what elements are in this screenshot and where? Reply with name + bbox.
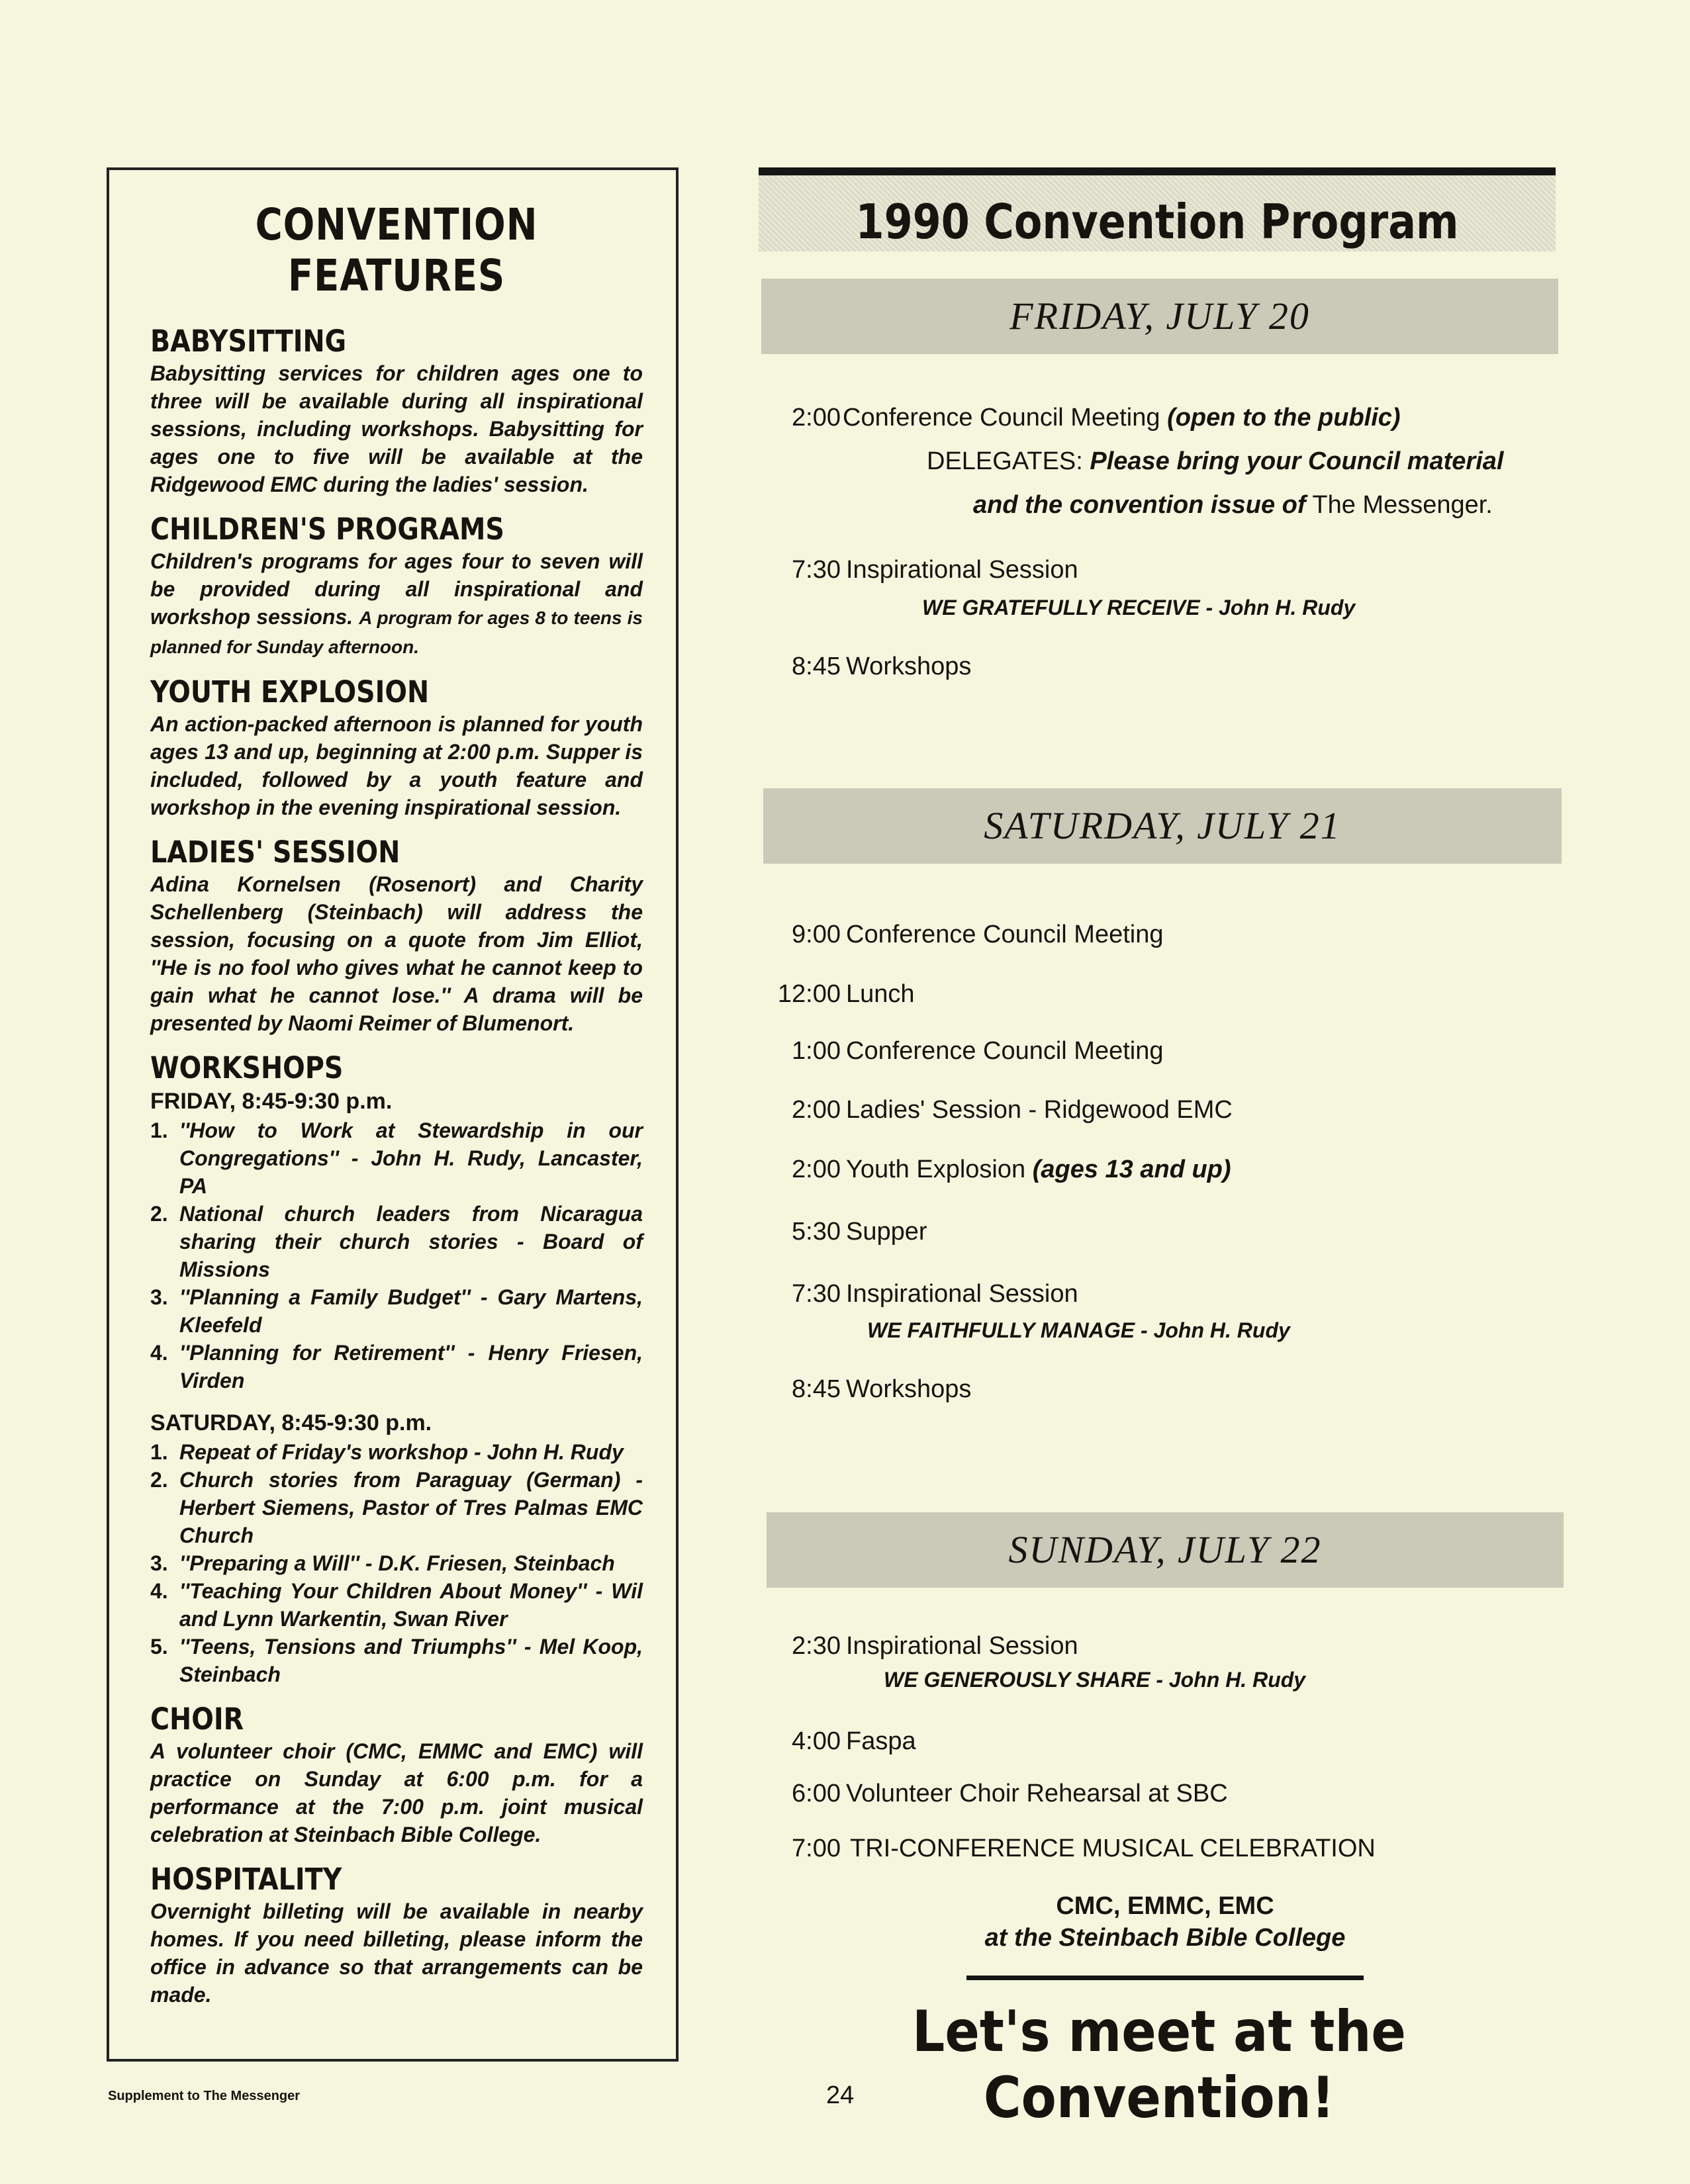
hospitality-heading: HOSPITALITY	[150, 1862, 342, 1897]
session-subtitle	[884, 1666, 1305, 1693]
childrens-programs-text	[150, 547, 643, 661]
item-number: 4.	[150, 1341, 168, 1365]
row-event	[843, 402, 1401, 433]
row-time: 7:30	[792, 556, 841, 584]
item-text: ''Planning for Retirement'' - Henry Friesen, Virden	[179, 1341, 643, 1392]
row-time: 5:30	[792, 1218, 841, 1246]
row-event: Workshops	[846, 653, 972, 680]
row-time: 7:00	[792, 1835, 841, 1862]
row-event: TRI-CONFERENCE MUSICAL CELEBRATION	[850, 1835, 1376, 1862]
item-text: National church leaders from Nicaragua sharing their church stories - Board of Missions	[179, 1202, 643, 1281]
workshops-friday-label: FRIDAY, 8:45-9:30 p.m.	[150, 1089, 393, 1114]
delegates-lead: DELEGATES:	[927, 447, 1083, 475]
item-text: Repeat of Friday's workshop - John H. Rudy	[179, 1440, 624, 1464]
item-number: 2.	[150, 1468, 168, 1492]
celebration-location-text: at the Steinbach Bible College	[984, 1924, 1346, 1952]
item-text: ''How to Work at Stewardship in our Congregations'' - John H. Rudy, Lancaster, PA	[179, 1118, 643, 1198]
delegates-line2-a: and the convention issue of	[973, 491, 1306, 519]
event-note: (open to the public)	[1167, 404, 1401, 432]
item-number: 1.	[150, 1440, 168, 1464]
delegates-line2-b: The Messenger.	[1312, 491, 1493, 519]
friday-day-band: FRIDAY, JULY 20	[761, 279, 1558, 354]
list-item	[150, 1633, 643, 1688]
item-number: 2.	[150, 1202, 168, 1226]
session-speaker: - John H. Rudy	[1205, 596, 1356, 619]
divider	[966, 1976, 1364, 1980]
event-text: Conference Council Meeting	[843, 404, 1160, 432]
row-event: Supper	[846, 1218, 927, 1246]
row-time: 6:00	[792, 1780, 841, 1807]
celebration-location	[927, 1922, 1403, 1954]
hospitality-text: Overnight billeting will be available in nearby homes. If you need billeting, please inform the office in advance so that arrangements can be made.	[150, 1899, 643, 2007]
list-item	[150, 1577, 643, 1633]
workshops-heading: WORKSHOPS	[150, 1050, 344, 1085]
delegates-note	[927, 446, 1503, 477]
row-event: Volunteer Choir Rehearsal at SBC	[846, 1780, 1228, 1807]
row-time: 2:00	[792, 404, 841, 432]
list-item	[150, 1339, 643, 1394]
row-time: 7:30	[792, 1280, 841, 1308]
babysitting-heading: BABYSITTING	[150, 324, 347, 359]
item-number: 1.	[150, 1118, 168, 1142]
delegates-note-line2	[973, 490, 1493, 520]
session-subtitle	[867, 1317, 1290, 1343]
row-event: Lunch	[846, 980, 915, 1008]
row-event: Ladies' Session - Ridgewood EMC	[846, 1096, 1233, 1124]
row-time: 8:45	[792, 653, 841, 680]
ladies-session-heading: LADIES' SESSION	[150, 835, 400, 870]
choir-heading: CHOIR	[150, 1702, 244, 1737]
row-event: Conference Council Meeting	[846, 1037, 1164, 1065]
row-event: Inspirational Session	[846, 556, 1078, 584]
item-text: ''Teaching Your Children About Money'' - Wil and Lynn Warkentin, Swan River	[179, 1579, 643, 1631]
row-event: Inspirational Session	[846, 1280, 1078, 1308]
session-theme: WE FAITHFULLY MANAGE	[867, 1318, 1135, 1342]
list-item	[150, 1116, 643, 1200]
row-event: Workshops	[846, 1375, 972, 1403]
childrens-programs-heading: CHILDREN'S PROGRAMS	[150, 512, 504, 547]
list-item	[150, 1549, 643, 1577]
program-title: 1990 Convention Program	[855, 194, 1459, 250]
item-number: 4.	[150, 1579, 168, 1603]
row-time: 12:00	[777, 980, 841, 1008]
row-event	[846, 1154, 1231, 1185]
item-text: ''Teens, Tensions and Triumphs'' - Mel Koop, Steinbach	[179, 1635, 643, 1686]
ladies-session-text: Adina Kornelsen (Rosenort) and Charity Schellenberg (Steinbach) will address the session, focusing on a quote from Jim Elliot, ''He is no fool who gives what he cannot keep to gain what he cannot lose.'' A drama will be presented by Naomi Reimer of Blumenort.	[150, 872, 643, 1035]
row-event: Faspa	[846, 1727, 916, 1755]
item-text: ''Preparing a Will'' - D.K. Friesen, Steinbach	[179, 1551, 615, 1575]
list-item	[150, 1283, 643, 1339]
workshops-saturday-list	[150, 1438, 643, 1688]
sunday-day-band: SUNDAY, JULY 22	[767, 1512, 1564, 1588]
row-time: 8:45	[792, 1375, 841, 1403]
item-text: Church stories from Paraguay (German) - Herbert Siemens, Pastor of Tres Palmas EMC Church	[179, 1468, 643, 1547]
youth-explosion-heading: YOUTH EXPLOSION	[150, 674, 430, 709]
saturday-day-band: SATURDAY, JULY 21	[763, 788, 1562, 864]
features-title: CONVENTION FEATURES	[255, 199, 538, 301]
list-item	[150, 1466, 643, 1549]
childrens-programs-small: A program for ages 8 to teens is planned for Sunday afternoon.	[150, 608, 643, 657]
row-time: 2:30	[792, 1632, 841, 1660]
item-number: 3.	[150, 1285, 168, 1309]
workshops-saturday-label: SATURDAY, 8:45-9:30 p.m.	[150, 1410, 432, 1435]
workshops-friday-list	[150, 1116, 643, 1394]
item-number: 3.	[150, 1551, 168, 1575]
row-time: 9:00	[792, 921, 841, 948]
session-theme: WE GENEROUSLY SHARE	[884, 1668, 1150, 1692]
choir-text: A volunteer choir (CMC, EMMC and EMC) will practice on Sunday at 6:00 p.m. for a performance at the 7:00 p.m. joint musical celebration at Steinbach Bible College.	[150, 1739, 643, 1846]
item-number: 5.	[150, 1635, 168, 1659]
row-event: Conference Council Meeting	[846, 921, 1164, 948]
list-item	[150, 1200, 643, 1283]
youth-explosion-text: An action-packed afternoon is planned for youth ages 13 and up, beginning at 2:00 p.m. Supper is included, followed by a youth feature and workshop in the evening inspirational session.	[150, 712, 643, 819]
item-text: ''Planning a Family Budget'' - Gary Martens, Kleefeld	[179, 1285, 643, 1337]
closing-call-to-action: Let's meet at the Convention!	[912, 1999, 1406, 2131]
session-theme: WE GRATEFULLY RECEIVE	[922, 596, 1200, 619]
session-speaker: - John H. Rudy	[1141, 1318, 1290, 1342]
row-time: 2:00	[792, 1156, 841, 1183]
event-note: (ages 13 and up)	[1032, 1156, 1231, 1183]
footer-publication: Supplement to The Messenger	[108, 2089, 301, 2103]
page-number: 24	[826, 2081, 855, 2109]
program-banner	[759, 167, 1556, 251]
row-time: 2:00	[792, 1096, 841, 1124]
delegates-line1: Please bring your Council material	[1090, 447, 1504, 475]
row-time: 1:00	[792, 1037, 841, 1065]
session-speaker: - John H. Rudy	[1156, 1668, 1306, 1692]
list-item	[150, 1438, 643, 1466]
babysitting-text: Babysitting services for children ages one to three will be available during all inspirational sessions, including workshops. Babysitting for ages one to five will be available at the Ridgewood EMC during the ladies' session.	[150, 361, 643, 496]
event-text: Youth Explosion	[846, 1156, 1026, 1183]
childrens-programs-main: Children's programs for ages four to seven will be provided during all inspirational and workshop sessions.	[150, 549, 643, 629]
row-time: 4:00	[792, 1727, 841, 1755]
convention-features-box	[107, 167, 679, 2062]
celebration-hosts: CMC, EMMC, EMC	[1056, 1892, 1274, 1920]
row-event: Inspirational Session	[846, 1632, 1078, 1660]
session-subtitle	[922, 594, 1355, 621]
